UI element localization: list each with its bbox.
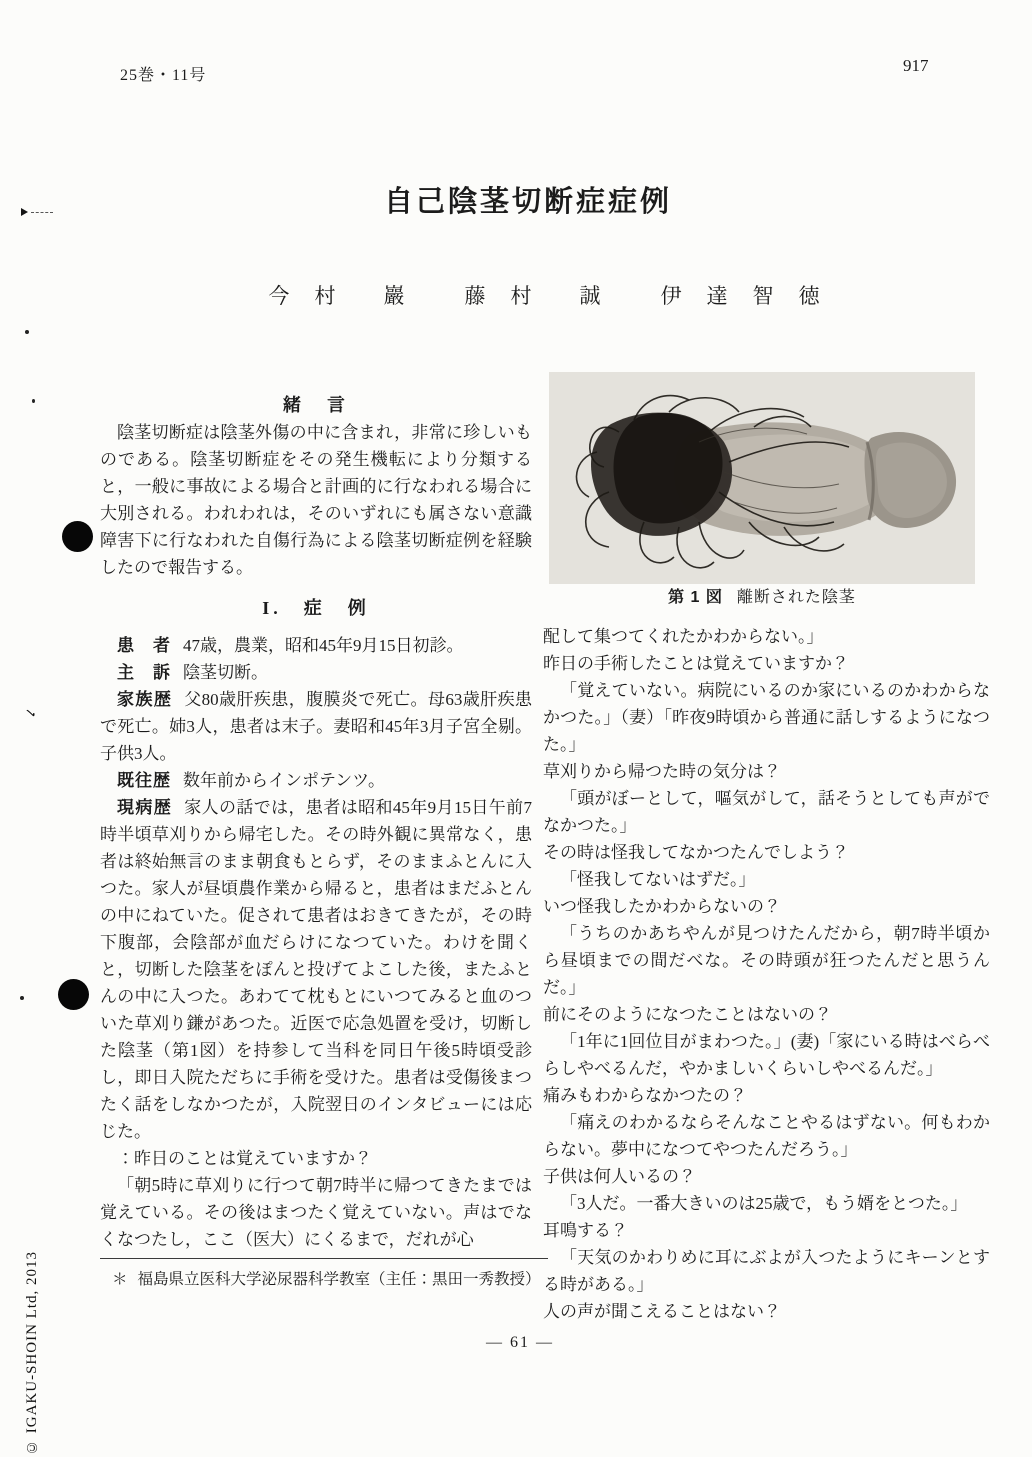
case-item-chief-complaint: [100, 659, 532, 686]
interview-question: 耳鳴する？: [543, 1221, 628, 1240]
interview-question: 人の声が聞こえることはない？: [543, 1302, 781, 1321]
case-item-past-history: [100, 767, 532, 794]
footnote-marker: ＊: [112, 1271, 128, 1288]
copyright-vertical: © IGAKU-SHOIN Ltd, 2013: [24, 1251, 40, 1455]
author-name: 伊 達 智 徳: [660, 284, 822, 308]
dot-speck-icon: [20, 996, 24, 1000]
case-item-text: 47歳，農業，昭和45年9月15日初診。: [183, 636, 464, 655]
case-item-text: 家人の話では，患者は昭和45年9月15日午前7時半頃草刈りから帰宅した。その時外観に異常なく，患者は終始無言のまま朝食もとらず，そのままふとんに入つた。家人が昼頃農作業から帰ると，患者はまだふとんの中にねていた。促されて患者はおきてきたが，その時下腹部，会陰部が血だらけになつていた。わけを聞くと，切断した陰茎をぽんと投げてよこした後，またふとんの中に入つた。あわてて枕もとにいつてみると血のついた草刈り鎌があつた。近医で応急処置を受け，切断した陰茎（第1図）を持参して当科を同日午後5時頃受診し，即日入院ただちに手術を受けた。患者は受傷後まつたく話をしなかつたが，入院翌日のインタビューには応じた。: [100, 798, 532, 1141]
ink-dot-icon: [58, 979, 89, 1010]
interview-question: 子供は何人いるの？: [543, 1167, 696, 1186]
case-item-label: 既往歴: [117, 771, 171, 790]
figure-caption-text: 離断された陰茎: [736, 589, 856, 606]
case-item-text: 陰茎切断。: [183, 663, 268, 682]
interview-answer: 「覚えていない。病院にいるのか家にいるのかわからなかつた。」（妻）「昨夜9時頃から普通に話しするようになつた。」: [543, 681, 990, 754]
case-item-patient: [100, 632, 532, 659]
case-item-family-history: [100, 686, 532, 767]
interview-question: 草刈りから帰つた時の気分は？: [543, 762, 781, 781]
case-item-text: 数年前からインポテンツ。: [183, 771, 385, 790]
ink-dot-icon: [62, 521, 93, 552]
case-item-text: 父80歳肝疾患，腹膜炎で死亡。母63歳肝疾患で死亡。姉3人，患者は末子。妻昭和45年3月子宮全剔。子供3人。: [100, 690, 532, 763]
section-heading-case: I. 症 例: [262, 598, 370, 618]
case-item-label: 家族歴: [117, 690, 173, 709]
right-column: [543, 372, 990, 1332]
case-item-label: 現病歴: [117, 798, 173, 817]
intro-paragraph: 陰茎切断症は陰茎外傷の中に含まれ，非常に珍しいものである。陰茎切断症をその発生機転により分類すると，一般に事故による場合と計画的に行なわれる場合に大別される。われわれは，そのいずれにも属さない意識障害下に行なわれた自傷行為による陰茎切断症例を経験したので報告する。: [100, 423, 532, 577]
figure-caption-label: 第 1 図: [668, 589, 723, 606]
interview-question: 前にそのようになつたことはないの？: [543, 1005, 832, 1024]
interview-answer: 「3人だ。一番大きいのは25歳で，もう婿をとつた。」: [560, 1194, 968, 1213]
page-number: 917: [903, 56, 929, 75]
interview-question: 昨日の手術したことは覚えていますか？: [543, 654, 849, 673]
footnote: [100, 1258, 548, 1292]
page-footer: — 61 —: [486, 1334, 554, 1351]
dot-speck-icon: [25, 330, 29, 334]
author-name: 今 村 巖: [268, 284, 407, 308]
article-title: 自己陰茎切断症症例: [383, 186, 672, 219]
check-speck-icon: ✓: [23, 705, 39, 724]
interview-question: ：昨日のことは覚えていますか？: [117, 1149, 372, 1168]
interview-answer: 「頭がぼーとして，嘔気がして，話そうとしても声がでなかつた。」: [543, 789, 990, 835]
arrow-speck-icon: [21, 208, 53, 216]
journal-issue: 25巻・11号: [120, 67, 207, 84]
case-item-label: 主 訴: [117, 663, 171, 682]
dot-speck-icon: [32, 399, 35, 403]
interview-answer: 配して集つてくれたかわからない。」: [543, 627, 824, 646]
interview-question: 痛みもわからなかつたの？: [543, 1086, 747, 1105]
left-column: [100, 392, 532, 1254]
case-item-label: 患 者: [117, 636, 171, 655]
author-name: 藤 村 誠: [464, 284, 603, 308]
interview-question: いつ怪我したかわからないの？: [543, 897, 781, 916]
footnote-text: 福島県立医科大学泌尿器科学教室（主任：黒田一秀教授）: [137, 1271, 541, 1288]
interview-answer: 「うちのかあちやんが見つけたんだから，朝7時半頃から昼頃までの間だべな。その時頭が狂つたんだと思うんだ。」: [543, 924, 990, 997]
authors-row: [100, 280, 990, 310]
interview-question: その時は怪我してなかつたんでしよう？: [543, 843, 849, 862]
section-heading-intro: 緒 言: [283, 395, 349, 415]
interview-answer: 「1年に1回位目がまわつた。」(妻)「家にいる時はべらべらしやべるんだ，やかましいくらいしやべるんだ。」: [543, 1032, 990, 1078]
figure-caption: [549, 584, 975, 611]
interview-answer: 「朝5時に草刈りに行つて朝7時半に帰つてきたまでは覚えている。その後はまつたく覚えていない。声はでなくなつたし，ここ（医大）にくるまで，だれが心: [100, 1176, 532, 1249]
interview-answer: 「怪我してないはずだ。」: [560, 870, 756, 889]
interview-answer: 「痛えのわかるならそんなことやるはずない。何もわからない。夢中になつてやつたんだろう。」: [543, 1113, 990, 1159]
severed-penis-photo: [549, 372, 975, 584]
figure-1: [549, 372, 975, 611]
case-item-present-illness: [100, 794, 532, 1145]
interview-answer: 「天気のかわりめに耳にぶよが入つたようにキーンとする時がある。」: [543, 1248, 990, 1294]
